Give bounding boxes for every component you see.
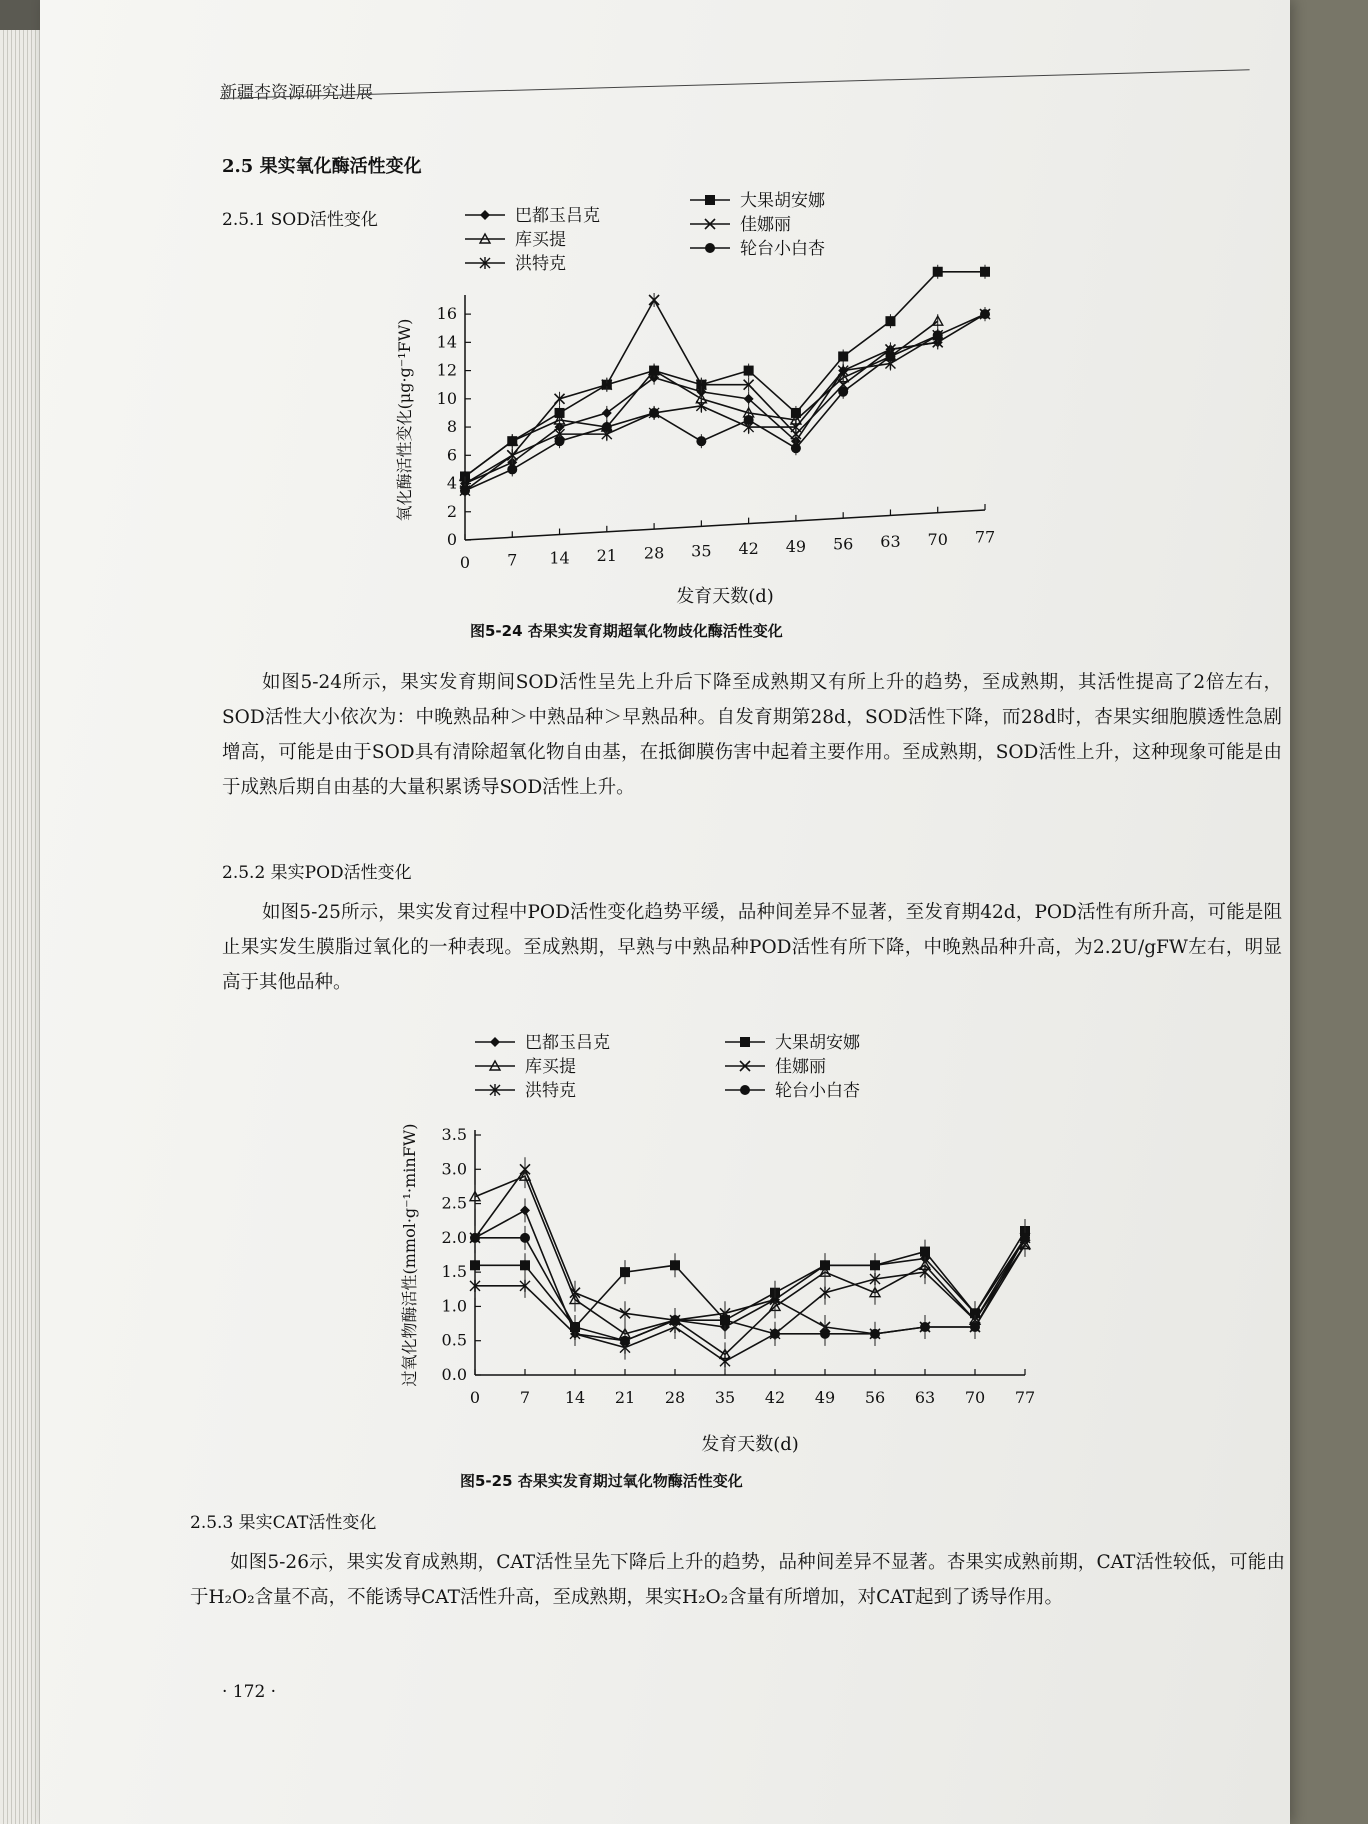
y-tick-label: 16 — [436, 304, 457, 324]
y-tick-label: 10 — [436, 388, 457, 408]
data-point — [933, 267, 943, 277]
y-tick-label: 1.5 — [441, 1262, 467, 1282]
x-tick-label: 0 — [469, 1388, 481, 1407]
y-tick-label: 12 — [436, 360, 457, 380]
legend-label: 洪特克 — [515, 254, 566, 274]
legend-label: 佳娜丽 — [740, 215, 791, 235]
data-point — [870, 1329, 880, 1339]
section-2-5-heading: 2.5 果实氧化酶活性变化 — [222, 156, 422, 177]
fig25-caption: 图5-25 杏果实发育期过氧化物酶活性变化 — [460, 1472, 743, 1490]
data-point — [470, 1233, 480, 1243]
x-tick-label: 70 — [927, 529, 948, 549]
data-point — [507, 464, 517, 474]
x-tick-label: 63 — [880, 532, 901, 552]
book-page — [40, 0, 1290, 1824]
data-point — [720, 1355, 730, 1367]
y-tick-label: 8 — [446, 417, 457, 437]
data-point — [620, 1267, 630, 1277]
data-point — [791, 443, 801, 453]
series-line — [475, 1210, 1025, 1340]
legend-label: 轮台小白杏 — [775, 1081, 860, 1101]
section-2-5-1-heading: 2.5.1 SOD活性变化 — [222, 210, 378, 230]
series-line — [465, 342, 938, 483]
series-circle — [460, 307, 990, 497]
x-tick-label: 14 — [549, 548, 570, 568]
series-diamond — [460, 335, 943, 490]
y-tick-label: 6 — [446, 445, 457, 465]
data-point — [933, 330, 943, 340]
legend-label: 库买提 — [515, 230, 566, 250]
y-tick-label: 0 — [446, 530, 457, 549]
legend-label: 轮台小白杏 — [740, 239, 825, 259]
legend-label: 大果胡安娜 — [740, 191, 825, 211]
data-point — [970, 1322, 980, 1332]
data-point — [520, 1205, 530, 1215]
data-point — [885, 351, 895, 361]
series-star — [460, 328, 943, 497]
series-line — [475, 1169, 1025, 1334]
y-tick-label: 3.5 — [441, 1125, 467, 1144]
data-point — [649, 408, 659, 418]
legend-label: 洪特克 — [525, 1081, 576, 1101]
data-point — [555, 436, 565, 446]
legend-label: 佳娜丽 — [775, 1057, 826, 1077]
x-tick-label: 56 — [864, 1388, 886, 1407]
x-tick-label: 49 — [814, 1388, 836, 1407]
data-point — [460, 486, 470, 496]
background-right — [1278, 0, 1368, 1824]
data-point — [820, 1260, 830, 1270]
x-tick-label: 21 — [596, 546, 617, 566]
data-point — [980, 309, 990, 319]
y-tick-label: 14 — [436, 332, 457, 352]
y-axis-title: 氧化酶活性变化(μg·g⁻¹FW) — [395, 318, 414, 522]
legend-marker-diamond — [480, 210, 490, 220]
running-header: 新疆杏资源研究进展 — [220, 83, 373, 103]
y-axis-title: 过氧化物酶活性(mmol·g⁻¹·minFW) — [400, 1123, 419, 1387]
data-point — [791, 408, 801, 418]
x-tick-label: 56 — [833, 534, 854, 554]
x-axis — [465, 510, 985, 540]
data-point — [744, 415, 754, 425]
legend-marker-circle — [740, 1085, 750, 1095]
series-square — [460, 265, 990, 484]
legend-marker-square — [705, 195, 715, 205]
data-point — [555, 408, 565, 418]
x-tick-label: 77 — [1014, 1388, 1036, 1407]
data-point — [520, 1233, 530, 1243]
series-line — [465, 335, 938, 490]
y-tick-label: 0.0 — [441, 1365, 467, 1384]
paragraph-cat: 如图5-26示，果实发育成熟期，CAT活性呈先下降后上升的趋势，品种间差异不显著。杏果实成熟前期，CAT活性较低，可能由于H₂O₂含量不高，不能诱导CAT活性升高，至成熟期，果实H₂O₂含量有所增加，对CAT起到了诱导作用。 — [190, 1552, 1285, 1608]
data-point — [1020, 1233, 1030, 1243]
series-cross — [460, 293, 990, 491]
data-point — [744, 366, 754, 376]
data-point — [820, 1287, 830, 1299]
data-point — [507, 436, 517, 446]
data-point — [980, 267, 990, 277]
data-point — [602, 422, 612, 432]
data-point — [649, 366, 659, 376]
series-line — [465, 300, 985, 484]
legend-label: 库买提 — [525, 1057, 576, 1077]
data-point — [920, 1247, 930, 1257]
data-point — [670, 1260, 680, 1270]
section-2-5-3-heading: 2.5.3 果实CAT活性变化 — [190, 1513, 377, 1533]
x-tick-label: 63 — [914, 1388, 936, 1407]
chart-legend — [475, 1033, 860, 1101]
series-cross — [470, 1157, 1030, 1346]
x-tick-label: 49 — [785, 536, 807, 556]
x-tick-label: 28 — [643, 543, 665, 563]
data-point — [870, 1260, 880, 1270]
x-tick-label: 0 — [459, 553, 471, 572]
legend-marker-diamond — [490, 1037, 500, 1047]
data-point — [820, 1329, 830, 1339]
series-triangle — [470, 1164, 1030, 1366]
data-point — [838, 387, 848, 397]
data-point — [770, 1329, 780, 1339]
series-line — [465, 314, 985, 490]
paragraph-pod: 如图5-25所示，果实发育过程中POD活性变化趋势平缓，品种间差异不显著，至发育期42d，POD活性有所升高，可能是阻止果实发生膜脂过氧化的一种表现。至成熟期，早熟与中熟品种POD活性有所下降，中晚熟品种升高，为2.2U/gFW左右，明显高于其他品种。 — [222, 902, 1282, 993]
y-tick-label: 0.5 — [441, 1330, 467, 1350]
y-tick-label: 2.0 — [441, 1227, 467, 1247]
x-tick-label: 7 — [519, 1388, 531, 1407]
y-tick-label: 2.5 — [441, 1193, 467, 1213]
y-tick-label: 3.0 — [441, 1159, 467, 1179]
data-point — [620, 1336, 630, 1346]
legend-marker-square — [740, 1037, 750, 1047]
legend-label: 巴都玉吕克 — [525, 1033, 610, 1053]
paragraph-sod: 如图5-24所示，果实发育期间SOD活性呈先上升后下降至成熟期又有所上升的趋势，至成熟期，其活性提高了2倍左右，SOD活性大小依次为：中晚熟品种＞中熟品种＞早熟品种。自发育期第28d，SOD活性下降，而28d时，杏果实细胞膜透性急剧增高，可能是由于SOD具有清除超氧化物自由基，在抵御膜伤害中起着主要作用。至成熟期，SOD活性上升，这种现象可能是由于成熟后期自由基的大量积累诱导SOD活性上升。 — [222, 672, 1282, 798]
x-tick-label: 70 — [964, 1388, 986, 1407]
data-point — [670, 1315, 680, 1325]
data-point — [520, 1260, 530, 1270]
legend-marker-circle — [705, 243, 715, 253]
x-tick-label: 21 — [614, 1388, 636, 1407]
data-point — [696, 436, 706, 446]
x-axis-title: 发育天数(d) — [676, 586, 774, 607]
page-number: · 172 · — [222, 1682, 277, 1702]
data-point — [838, 351, 848, 361]
legend-label: 巴都玉吕克 — [515, 206, 600, 226]
series-line — [465, 272, 985, 477]
data-point — [470, 1260, 480, 1270]
y-tick-label: 2 — [446, 501, 457, 521]
x-tick-label: 42 — [764, 1388, 786, 1407]
x-tick-label: 35 — [714, 1388, 736, 1407]
x-tick-label: 7 — [507, 550, 518, 570]
fig24-caption: 图5-24 杏果实发育期超氧化物歧化酶活性变化 — [470, 622, 783, 640]
x-tick-label: 42 — [738, 539, 759, 559]
x-tick-label: 35 — [691, 541, 712, 561]
x-axis-title: 发育天数(d) — [701, 1434, 799, 1455]
header-rule — [220, 69, 1250, 99]
pod-activity-chart — [380, 1020, 1080, 1455]
x-tick-label: 14 — [564, 1388, 586, 1407]
data-point — [920, 1322, 930, 1332]
data-point — [885, 316, 895, 326]
legend-label: 大果胡安娜 — [775, 1033, 860, 1053]
section-2-5-2-heading: 2.5.2 果实POD活性变化 — [222, 863, 412, 883]
y-tick-label: 1.0 — [441, 1296, 467, 1316]
data-point — [720, 1315, 730, 1325]
data-point — [570, 1322, 580, 1332]
sod-activity-chart — [390, 190, 1030, 607]
chart-legend — [465, 191, 825, 274]
y-tick-label: 4 — [446, 473, 457, 493]
x-tick-label: 77 — [974, 527, 996, 547]
series-square — [470, 1219, 1030, 1339]
x-tick-label: 28 — [664, 1388, 686, 1407]
